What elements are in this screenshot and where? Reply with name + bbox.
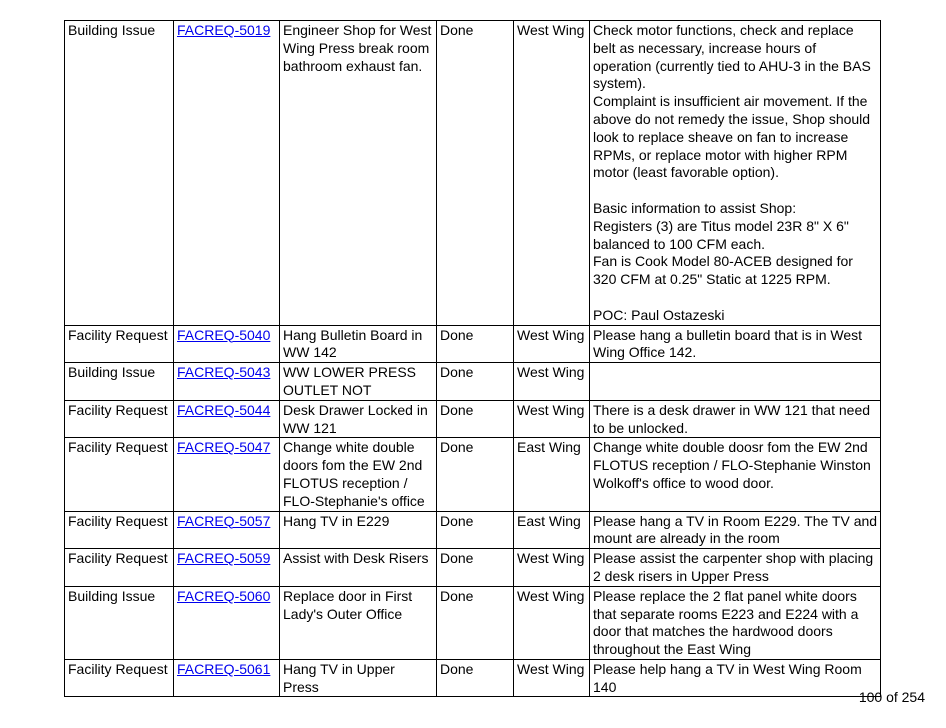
- request-status-cell: Done: [437, 659, 514, 697]
- request-id-cell: [174, 400, 280, 438]
- request-id-cell: [174, 363, 280, 401]
- table-row: [65, 363, 881, 401]
- request-status-cell: Done: [437, 438, 514, 511]
- request-id-link[interactable]: FACREQ-5019: [177, 22, 271, 38]
- page-number: 100 of 254: [858, 689, 925, 705]
- request-location-cell: West Wing: [514, 549, 590, 587]
- request-title-cell: Hang TV in E229: [280, 511, 437, 549]
- request-title-cell: Change white double doors fom the EW 2nd FLOTUS reception / FLO-Stephanie's office: [280, 438, 437, 511]
- table-row: [65, 549, 881, 587]
- facility-requests-table: [64, 20, 881, 697]
- request-location-cell: West Wing: [514, 325, 590, 363]
- request-location-cell: East Wing: [514, 438, 590, 511]
- request-id-link[interactable]: FACREQ-5040: [177, 326, 271, 343]
- request-id-link[interactable]: FACREQ-5061: [177, 660, 271, 677]
- request-type-cell: Facility Request: [65, 325, 174, 363]
- request-id-link[interactable]: FACREQ-5043: [177, 364, 271, 381]
- request-id-cell: [174, 659, 280, 697]
- table-row: [65, 400, 881, 438]
- request-status-cell: Done: [437, 586, 514, 659]
- request-type-cell: Facility Request: [65, 549, 174, 587]
- request-id-link[interactable]: FACREQ-5059: [177, 550, 271, 567]
- request-location-cell: West Wing: [514, 363, 590, 401]
- request-status-cell: Done: [437, 400, 514, 438]
- request-description-cell: Change white double doosr fom the EW 2nd FLOTUS reception / FLO-Stephanie Winston Wolkoff's office to wood door.: [590, 438, 881, 511]
- request-description-cell: There is a desk drawer in WW 121 that need to be unlocked.: [590, 400, 881, 438]
- table-body: [65, 21, 881, 697]
- request-type-cell: Facility Request: [65, 659, 174, 697]
- request-id-cell: [174, 438, 280, 511]
- request-description-cell: Please hang a TV in Room E229. The TV and mount are already in the room: [590, 511, 881, 549]
- request-description-cell: [590, 363, 881, 401]
- table-row: [65, 325, 881, 363]
- request-location-cell: East Wing: [514, 511, 590, 549]
- request-id-link[interactable]: FACREQ-5044: [177, 401, 271, 418]
- request-title-cell: WW LOWER PRESS OUTLET NOT: [280, 363, 437, 401]
- request-id-cell: [174, 586, 280, 659]
- request-status-cell: Done: [437, 325, 514, 363]
- request-type-cell: Facility Request: [65, 438, 174, 511]
- request-id-cell: [174, 511, 280, 549]
- request-type-cell: Facility Request: [65, 511, 174, 549]
- request-location-cell: West Wing: [514, 659, 590, 697]
- request-description-cell: Please replace the 2 flat panel white doors that separate rooms E223 and E224 with a door that matches the hardwood doors throughout the East Wing: [590, 586, 881, 659]
- request-type-cell: Building Issue: [65, 586, 174, 659]
- request-title-cell: Hang TV in Upper Press: [280, 659, 437, 697]
- request-type-cell: Building Issue: [65, 21, 174, 326]
- request-id-link[interactable]: FACREQ-5057: [177, 512, 271, 529]
- table-row: [65, 586, 881, 659]
- table-row: [65, 511, 881, 549]
- request-title-cell: Hang Bulletin Board in WW 142: [280, 325, 437, 363]
- request-location-cell: West Wing: [514, 586, 590, 659]
- request-description-cell: Please assist the carpenter shop with placing 2 desk risers in Upper Press: [590, 549, 881, 587]
- request-status-cell: Done: [437, 549, 514, 587]
- table-row: [65, 21, 881, 326]
- request-id-link[interactable]: FACREQ-5047: [177, 439, 271, 456]
- request-type-cell: Facility Request: [65, 400, 174, 438]
- request-status-cell: Done: [437, 21, 514, 326]
- request-status-cell: Done: [437, 363, 514, 401]
- request-title-cell: Replace door in First Lady's Outer Office: [280, 586, 437, 659]
- request-id-link[interactable]: FACREQ-5060: [177, 587, 271, 604]
- request-id-cell: [174, 325, 280, 363]
- request-location-cell: West Wing: [514, 21, 590, 326]
- table-row: [65, 659, 881, 697]
- request-status-cell: Done: [437, 511, 514, 549]
- request-description-cell: Please hang a bulletin board that is in West Wing Office 142.: [590, 325, 881, 363]
- request-location-cell: West Wing: [514, 400, 590, 438]
- request-title-cell: Desk Drawer Locked in WW 121: [280, 400, 437, 438]
- request-type-cell: Building Issue: [65, 363, 174, 401]
- table-row: [65, 438, 881, 511]
- request-description-cell: Please help hang a TV in West Wing Room 140: [590, 659, 881, 697]
- request-description-cell: Check motor functions, check and replace belt as necessary, increase hours of operation (currently tied to AHU-3 in the BAS system). Complaint is insufficient air movement. If the above do not remedy the issue, Shop should look to replace sheave on fan to increase RPMs, or replace motor with higher RPM motor (least favorable option). Basic information to assist Shop: Registers (3) are Titus model 23R 8" X 6" balanced to 100 CFM each. Fan is Cook Model 80-ACEB designed for 320 CFM at 0.25" Static at 1225 RPM. POC: Paul Ostazeski: [590, 21, 881, 326]
- request-title-cell: Assist with Desk Risers: [280, 549, 437, 587]
- request-id-cell: [174, 21, 280, 326]
- request-id-cell: [174, 549, 280, 587]
- request-title-cell: Engineer Shop for West Wing Press break room bathroom exhaust fan.: [280, 21, 437, 326]
